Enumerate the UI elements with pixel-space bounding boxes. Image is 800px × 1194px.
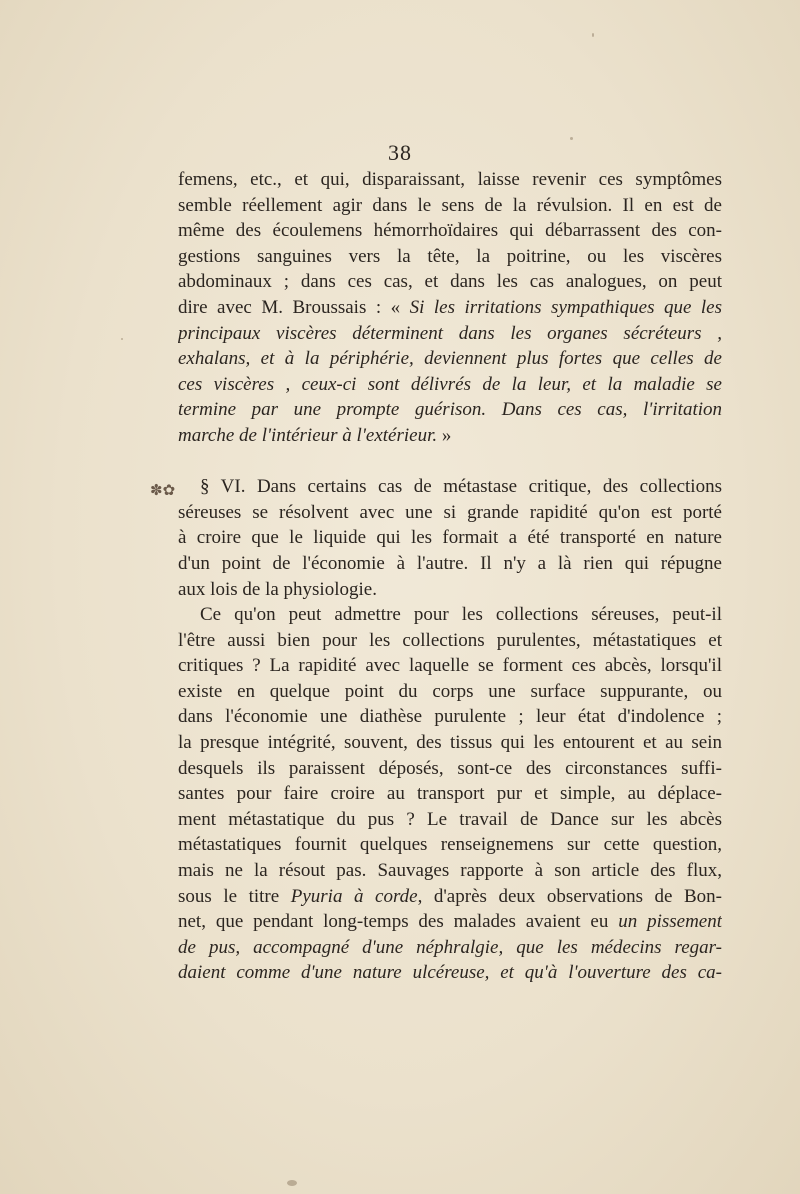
roman-text: dire avec M. Broussais : « (178, 296, 410, 318)
roman-text: mais ne la résout pas. Sauvages rapporte à son article des flux, (178, 860, 722, 882)
roman-text: aux lois de la physiologie. (178, 578, 377, 600)
text-line (178, 653, 722, 679)
paper-speck (570, 137, 573, 140)
text-line (178, 551, 722, 577)
ornament-icon: ✽✿ (150, 483, 176, 499)
italic-text: de pus, accompagné d'une néphralgie, que les médecins regar- (178, 936, 722, 958)
roman-text: semble réellement agir dans le sens de la révulsion. Il en est de (178, 194, 722, 216)
roman-text: ment métastatique du pus ? Le travail de Dance sur les abcès (178, 808, 722, 830)
roman-text: l'être aussi bien pour les collections purulentes, métastatiques et (178, 629, 722, 651)
text-line (178, 423, 722, 449)
text-line (178, 295, 722, 321)
blank-line (178, 449, 722, 475)
text-line (178, 372, 722, 398)
text-line (178, 730, 722, 756)
text-line (178, 193, 722, 219)
roman-text: net, que pendant long-temps des malades avaient eu (178, 911, 619, 933)
text-line (178, 756, 722, 782)
roman-text: desquels ils paraissent déposés, sont-ce des circonstances suffi- (178, 757, 722, 779)
text-line (178, 679, 722, 705)
text-line (178, 397, 722, 423)
text-line (178, 807, 722, 833)
roman-text: femens, etc., et qui, disparaissant, laisse revenir ces symptômes (178, 169, 722, 190)
text-line (178, 781, 722, 807)
body-text (178, 167, 722, 986)
roman-text: la presque intégrité, souvent, des tissus qui les entourent et au sein (178, 732, 722, 754)
text-line (178, 269, 722, 295)
roman-text: Ce qu'on peut admettre pour les collections séreuses, peut-il (200, 604, 722, 626)
italic-text: ces viscères , ceux-ci sont délivrés de la leur, et la maladie se (178, 373, 722, 395)
paper-speck (121, 338, 123, 340)
text-line (178, 577, 722, 603)
text-line (178, 858, 722, 884)
text-line (178, 628, 722, 654)
roman-text: séreuses se résolvent avec une si grande rapidité qu'on est porté (178, 501, 722, 523)
roman-text: § VI. Dans certains cas de métastase critique, des collections (200, 476, 722, 498)
italic-text: exhalans, et à la périphérie, deviennent plus fortes que celles de (178, 348, 722, 370)
roman-text: d'un point de l'économie à l'autre. Il n'y a là rien qui répugne (178, 552, 722, 574)
text-line (178, 244, 722, 270)
italic-text: un pissement (618, 911, 722, 933)
roman-text: métastatiques fournit quelques renseignemens sur cette question, (178, 834, 722, 856)
text-line (178, 474, 722, 500)
paper-speck (287, 1180, 297, 1186)
italic-text: daient comme d'une nature ulcéreuse, et qu'à l'ouverture des ca- (178, 962, 722, 984)
text-line (178, 218, 722, 244)
italic-text: termine par une prompte guérison. Dans ces cas, l'irritation (178, 399, 722, 421)
roman-text: gestions sanguines vers la tête, la poitrine, ou les viscères (178, 245, 722, 267)
roman-text: critiques ? La rapidité avec laquelle se forment ces abcès, lorsqu'il (178, 655, 722, 677)
text-line (178, 321, 722, 347)
italic-text: Si les irritations sympathiques que les (409, 296, 722, 318)
text-line (178, 167, 722, 193)
text-line (178, 525, 722, 551)
text-line (178, 704, 722, 730)
text-line (178, 602, 722, 628)
roman-text: même des écoulemens hémorrhoïdaires qui débarrassent des con- (178, 220, 722, 242)
text-line (178, 832, 722, 858)
roman-text: dans l'économie une diathèse purulente ; leur état d'indolence ; (178, 706, 722, 728)
italic-text: marche de l'intérieur à l'extérieur. (178, 424, 438, 446)
roman-text: à croire que le liquide qui les formait a été transporté en nature (178, 527, 722, 549)
roman-text: santes pour faire croire au transport pur et simple, au déplace- (178, 783, 722, 805)
page-number: 38 (388, 140, 412, 165)
text-line (178, 909, 722, 935)
text-line (178, 884, 722, 910)
roman-text: abdominaux ; dans ces cas, et dans les cas analogues, on peut (178, 271, 722, 293)
text-line (178, 346, 722, 372)
roman-text: » (437, 424, 452, 446)
text-line (178, 960, 722, 986)
paper-speck (592, 33, 594, 37)
roman-text: sous le titre (178, 885, 291, 907)
text-line (178, 500, 722, 526)
italic-text: principaux viscères déterminent dans les organes sécréteurs , (178, 322, 722, 344)
italic-text: Pyuria à corde (290, 885, 418, 907)
roman-text: existe en quelque point du corps une surface suppurante, ou (178, 680, 722, 702)
text-line (178, 935, 722, 961)
roman-text: , d'après deux observations de Bon- (417, 885, 722, 907)
